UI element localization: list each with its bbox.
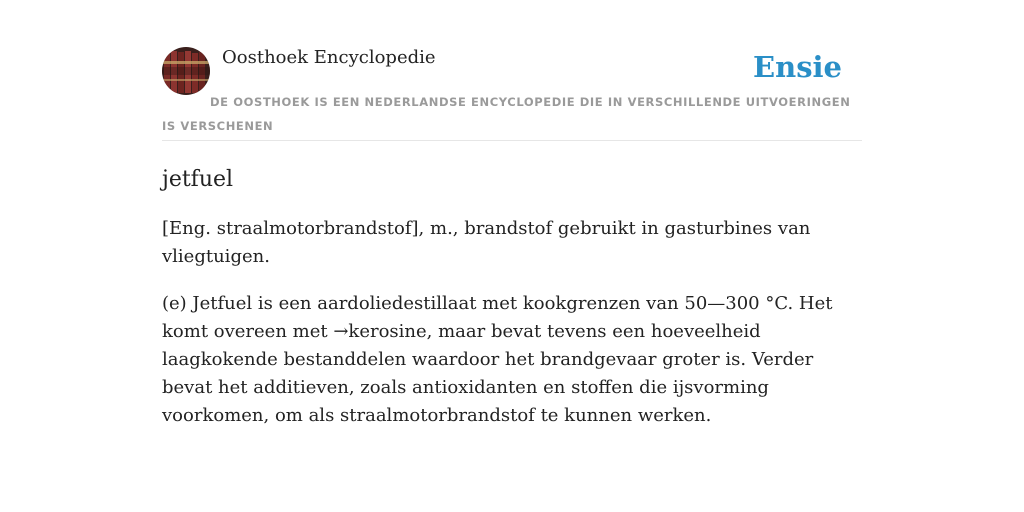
entry-paragraph-1: [Eng. straalmotorbrandstof], m., brandstof gebruikt in gasturbines van vliegtuigen. (162, 218, 811, 267)
source-header (162, 44, 862, 141)
source-avatar[interactable] (162, 47, 210, 95)
entry-paragraph-2 (162, 290, 862, 430)
source-description: DE OOSTHOEK IS EEN NEDERLANDSE ENCYCLOPEDIE DIE IN VERSCHILLENDE UITVOERINGEN IS VERSCHENEN (162, 95, 851, 133)
paragraph-2-text-before: (e) Jetfuel is een aardoliedestillaat met kookgrenzen van 50—300 °C. Het komt overeen met (162, 293, 833, 342)
paragraph-2-text-after: , maar bevat tevens een hoeveelheid laagkokende bestanddelen waardoor het brandgevaar groter is. Verder bevat het additieven, zoals antioxidanten en stoffen die ijsvorming voorkomen, om als straalmotorbrandstof te kunnen werken. (162, 321, 814, 426)
book-spines-image (162, 47, 210, 95)
source-name[interactable]: Oosthoek Encyclopedie (222, 47, 436, 68)
kerosine-link[interactable]: →kerosine (333, 321, 427, 342)
entry-card (162, 44, 862, 430)
entry-title: jetfuel (162, 167, 234, 192)
ensie-logo-link[interactable]: Ensie (753, 50, 842, 84)
